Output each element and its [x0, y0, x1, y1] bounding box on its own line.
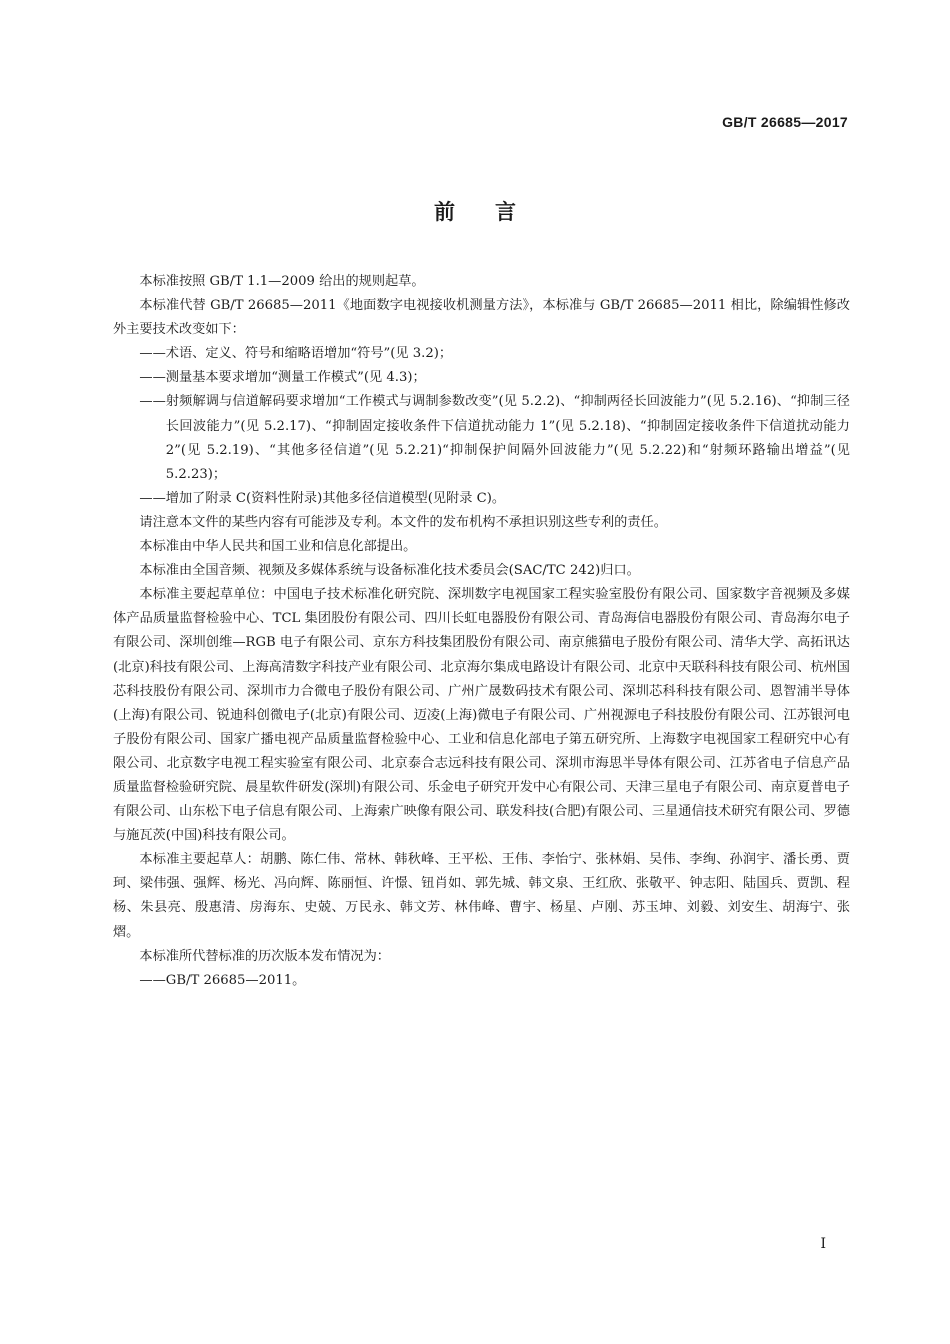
standard-number: GB/T 26685—2017: [722, 114, 848, 130]
change-item: ——增加了附录 C(资料性附录)其他多径信道模型(见附录 C)。: [139, 490, 506, 506]
paragraph-drafters: 本标准主要起草人：胡鹏、陈仁伟、常林、韩秋峰、王平松、王伟、李怡宁、张林娟、吴伟、李绚、孙润宇、潘长勇、贾珂、梁伟强、强辉、杨光、冯向辉、陈丽恒、许憬、钮肖如、郭先城、韩文泉、王红欣、张敬平、钟志阳、陆国兵、贾凯、程杨、朱县亮、殷惠清、房海东、史兢、万民永、韩文芳、林伟峰、曹宇、杨星、卢刚、苏玉坤、刘毅、刘安生、胡海宁、张熠。: [113, 852, 850, 940]
paragraph-proposed-by: 本标准由中华人民共和国工业和信息化部提出。: [139, 539, 417, 555]
history-item: ——GB/T 26685—2011。: [139, 972, 306, 988]
paragraph-administered-by: 本标准由全国音频、视频及多媒体系统与设备标准化技术委员会(SAC/TC 242)归口。: [139, 563, 640, 579]
paragraph-history-intro: 本标准所代替标准的历次版本发布情况为：: [139, 948, 390, 964]
paragraph-drafting-rules: 本标准按照 GB/T 1.1—2009 给出的规则起草。: [139, 274, 425, 289]
page-number: I: [820, 1236, 826, 1252]
change-item: ——术语、定义、符号和缩略语增加“符号”(见 3.2)；: [139, 346, 453, 362]
paragraph-replacement: 本标准代替 GB/T 26685—2011《地面数字电视接收机测量方法》，本标准与 GB/T 26685—2011 相比，除编辑性修改外主要技术改变如下：: [113, 298, 850, 338]
paragraph-patent-notice: 请注意本文件的某些内容有可能涉及专利。本文件的发布机构不承担识别这些专利的责任。: [139, 514, 667, 530]
change-item: ——射频解调与信道解码要求增加“工作模式与调制参数改变”(见 5.2.2)、“抑制两径长回波能力”(见 5.2.16)、“抑制三径长回波能力”(见 5.2.17)、“抑制固定接收条件下信道扰动能力 1”(见 5.2.18)、“抑制固定接收条件下信道扰动能力 2”(见 5.2.19)、“其他多径信道”(见 5.2.21)“抑制保护间隔外回波能力”(见 5.2.22)和“射频环路输出增益”(见 5.2.23)；: [139, 394, 850, 482]
foreword-body: [113, 270, 850, 993]
change-item: ——测量基本要求增加“测量工作模式”(见 4.3)；: [139, 370, 426, 386]
page-title: 前言: [434, 200, 556, 224]
paragraph-drafting-organizations: 本标准主要起草单位：中国电子技术标准化研究院、深圳数字电视国家工程实验室股份有限公司、国家数字音视频及多媒体产品质量监督检验中心、TCL 集团股份有限公司、四川长虹电器股份有限公司、青岛海信电器股份有限公司、青岛海尔电子有限公司、深圳创维—RGB 电子有限公司、京东方科技集团股份有限公司、南京熊猫电子股份有限公司、清华大学、高拓讯达(北京)科技有限公司、上海高清数字科技产业有限公司、北京海尔集成电路设计有限公司、北京中天联科科技有限公司、杭州国芯科技股份有限公司、深圳市力合微电子股份有限公司、广州广晟数码技术有限公司、深圳芯科科技有限公司、恩智浦半导体(上海)有限公司、锐迪科创微电子(北京)有限公司、迈凌(上海)微电子有限公司、广州视源电子科技股份有限公司、江苏银河电子股份有限公司、国家广播电视产品质量监督检验中心、工业和信息化部电子第五研究所、上海数字电视国家工程研究中心有限公司、北京数字电视工程实验室有限公司、北京泰合志远科技有限公司、深圳市海思半导体有限公司、江苏省电子信息产品质量监督检验研究院、晨星软件研发(深圳)有限公司、乐金电子研究开发中心有限公司、天津三星电子有限公司、南京夏普电子有限公司、山东松下电子信息有限公司、上海索广映像有限公司、联发科技(合肥)有限公司、三星通信技术研究有限公司、罗德与施瓦茨(中国)科技有限公司。: [113, 587, 850, 844]
